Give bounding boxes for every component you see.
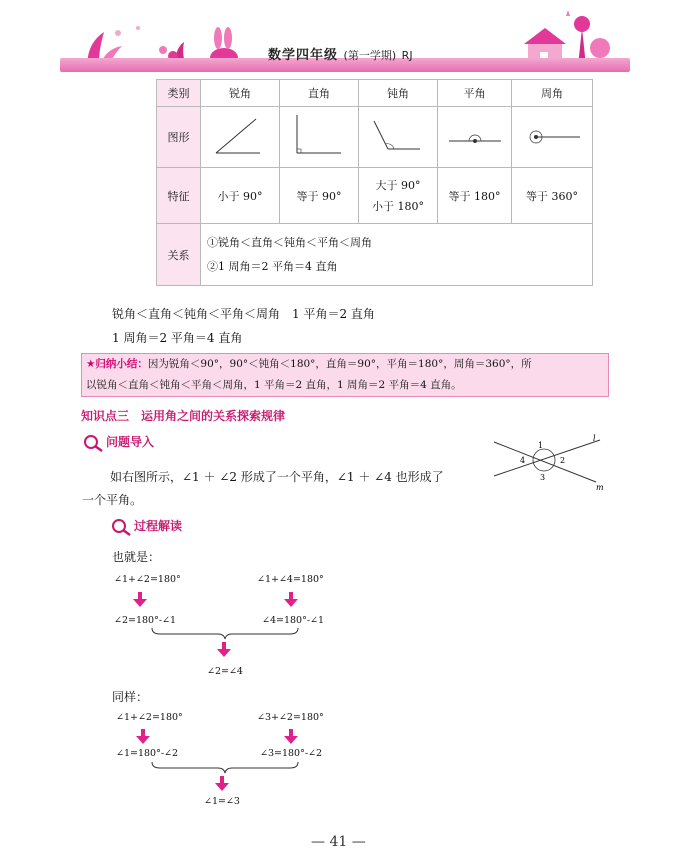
table-cell-round-figure (512, 107, 593, 168)
eq-right-1: ∠1+∠4=180° (257, 574, 324, 585)
process-heading (110, 517, 182, 536)
table-col-round: 周角 (512, 80, 593, 107)
summary-box (81, 353, 609, 397)
table-figure-row (157, 107, 593, 168)
table-cell-straight-figure (438, 107, 512, 168)
table-header-row (157, 80, 593, 107)
title-subtitle: (第一学期) (343, 49, 397, 62)
table-cell-relation-label: 关系 (157, 224, 201, 286)
intro-heading-text: 问题导入 (106, 435, 155, 449)
right-angle-icon (289, 111, 349, 161)
table-cell-figure-label: 图形 (157, 107, 201, 168)
table-cell-acute-feature: 小于 90° (201, 168, 280, 224)
acute-angle-icon (210, 111, 270, 161)
title-text: 数学四年级 (268, 48, 339, 63)
process-also-label: 也就是： (112, 550, 161, 564)
table-cell-round-feature: 等于 360° (512, 168, 593, 224)
brace-icon (150, 626, 300, 640)
diagram-label-m: m (596, 483, 604, 492)
table-cell-obtuse-feature (359, 168, 438, 224)
arrow-down-icon (215, 776, 229, 792)
table-cell-right-figure (280, 107, 359, 168)
brace-icon (150, 760, 300, 774)
obtuse-feature-line2: 小于 180° (372, 199, 424, 213)
obtuse-feature-line1: 大于 90° (375, 178, 421, 192)
straight-angle-icon (445, 111, 505, 161)
arrow-down-icon (284, 729, 298, 745)
diagram-label-3: 3 (540, 473, 546, 482)
arrow-down-icon (217, 642, 231, 658)
table-cell-straight-feature: 等于 180° (438, 168, 512, 224)
table-feature-row (157, 168, 593, 224)
table-cell-right-feature: 等于 90° (280, 168, 359, 224)
eq-left-2: ∠2=180°-∠1 (114, 615, 177, 626)
summary-text1: 因为锐角＜90°，90°＜钝角＜180°，直角＝90°，平角＝180°，周角＝360°，所 (147, 358, 532, 370)
process-same-label: 同样： (112, 690, 149, 704)
table-relation-row (157, 224, 593, 286)
eq-result-1: ∠2=∠4 (207, 666, 243, 677)
table-cell-obtuse-figure (359, 107, 438, 168)
arrow-down-icon (284, 592, 298, 608)
table-col-acute: 锐角 (201, 80, 280, 107)
book-title (268, 44, 413, 63)
summary-text2: 以锐角＜直角＜钝角＜平角＜周角，1 平角＝2 直角，1 周角＝2 平角＝4 直角。 (86, 379, 462, 391)
round-angle-icon (522, 111, 582, 161)
table-cell-feature-label: 特征 (157, 168, 201, 224)
table-col-straight: 平角 (438, 80, 512, 107)
intro-text-line1: 如右图所示，∠1 ＋ ∠2 形成了一个平角，∠1 ＋ ∠4 也形成了 (110, 470, 444, 484)
title-edition: RJ (401, 49, 413, 62)
table-col-obtuse: 钝角 (359, 80, 438, 107)
relation-line-1: ①锐角＜直角＜钝角＜平角＜周角 (207, 235, 372, 249)
intro-heading (82, 433, 154, 452)
relation-summary-line2: 1 周角＝2 平角＝4 直角 (112, 331, 243, 345)
magnifier-icon (82, 434, 104, 452)
diagram-label-l: l (593, 434, 596, 443)
eq-result-2: ∠1=∠3 (204, 796, 240, 807)
eq-right-3: ∠3+∠2=180° (257, 712, 324, 723)
diagram-label-2: 2 (560, 456, 566, 465)
eq-left-3: ∠1+∠2=180° (116, 712, 183, 723)
relation-line-2: ②1 周角＝2 平角＝4 直角 (207, 259, 338, 273)
table-col-right: 直角 (280, 80, 359, 107)
process-heading-text: 过程解读 (134, 519, 183, 533)
magnifier-icon (110, 518, 132, 536)
eq-right-4: ∠3=180°-∠2 (260, 748, 323, 759)
angle-table (156, 79, 593, 286)
page-number: — 41 — (311, 834, 366, 850)
obtuse-angle-icon (368, 111, 428, 161)
summary-label: ★归纳小结： (86, 358, 148, 370)
arrow-down-icon (133, 592, 147, 608)
table-cell-acute-figure (201, 107, 280, 168)
knowledge-point-title: 知识点三 运用角之间的关系探索规律 (81, 409, 286, 423)
eq-left-4: ∠1=180°-∠2 (116, 748, 179, 759)
eq-right-2: ∠4=180°-∠1 (262, 615, 325, 626)
table-cell-relations (201, 224, 593, 286)
intersecting-lines-diagram (492, 432, 612, 494)
eq-left-1: ∠1+∠2=180° (114, 574, 181, 585)
intro-text-line2: 一个平角。 (82, 493, 143, 507)
arrow-down-icon (136, 729, 150, 745)
diagram-label-1: 1 (538, 441, 544, 450)
diagram-label-4: 4 (520, 456, 526, 465)
summary-line1 (86, 354, 604, 375)
table-cell-category: 类别 (157, 80, 201, 107)
relation-summary-line1: 锐角＜直角＜钝角＜平角＜周角 1 平角＝2 直角 (112, 307, 375, 321)
page-header (0, 0, 689, 76)
